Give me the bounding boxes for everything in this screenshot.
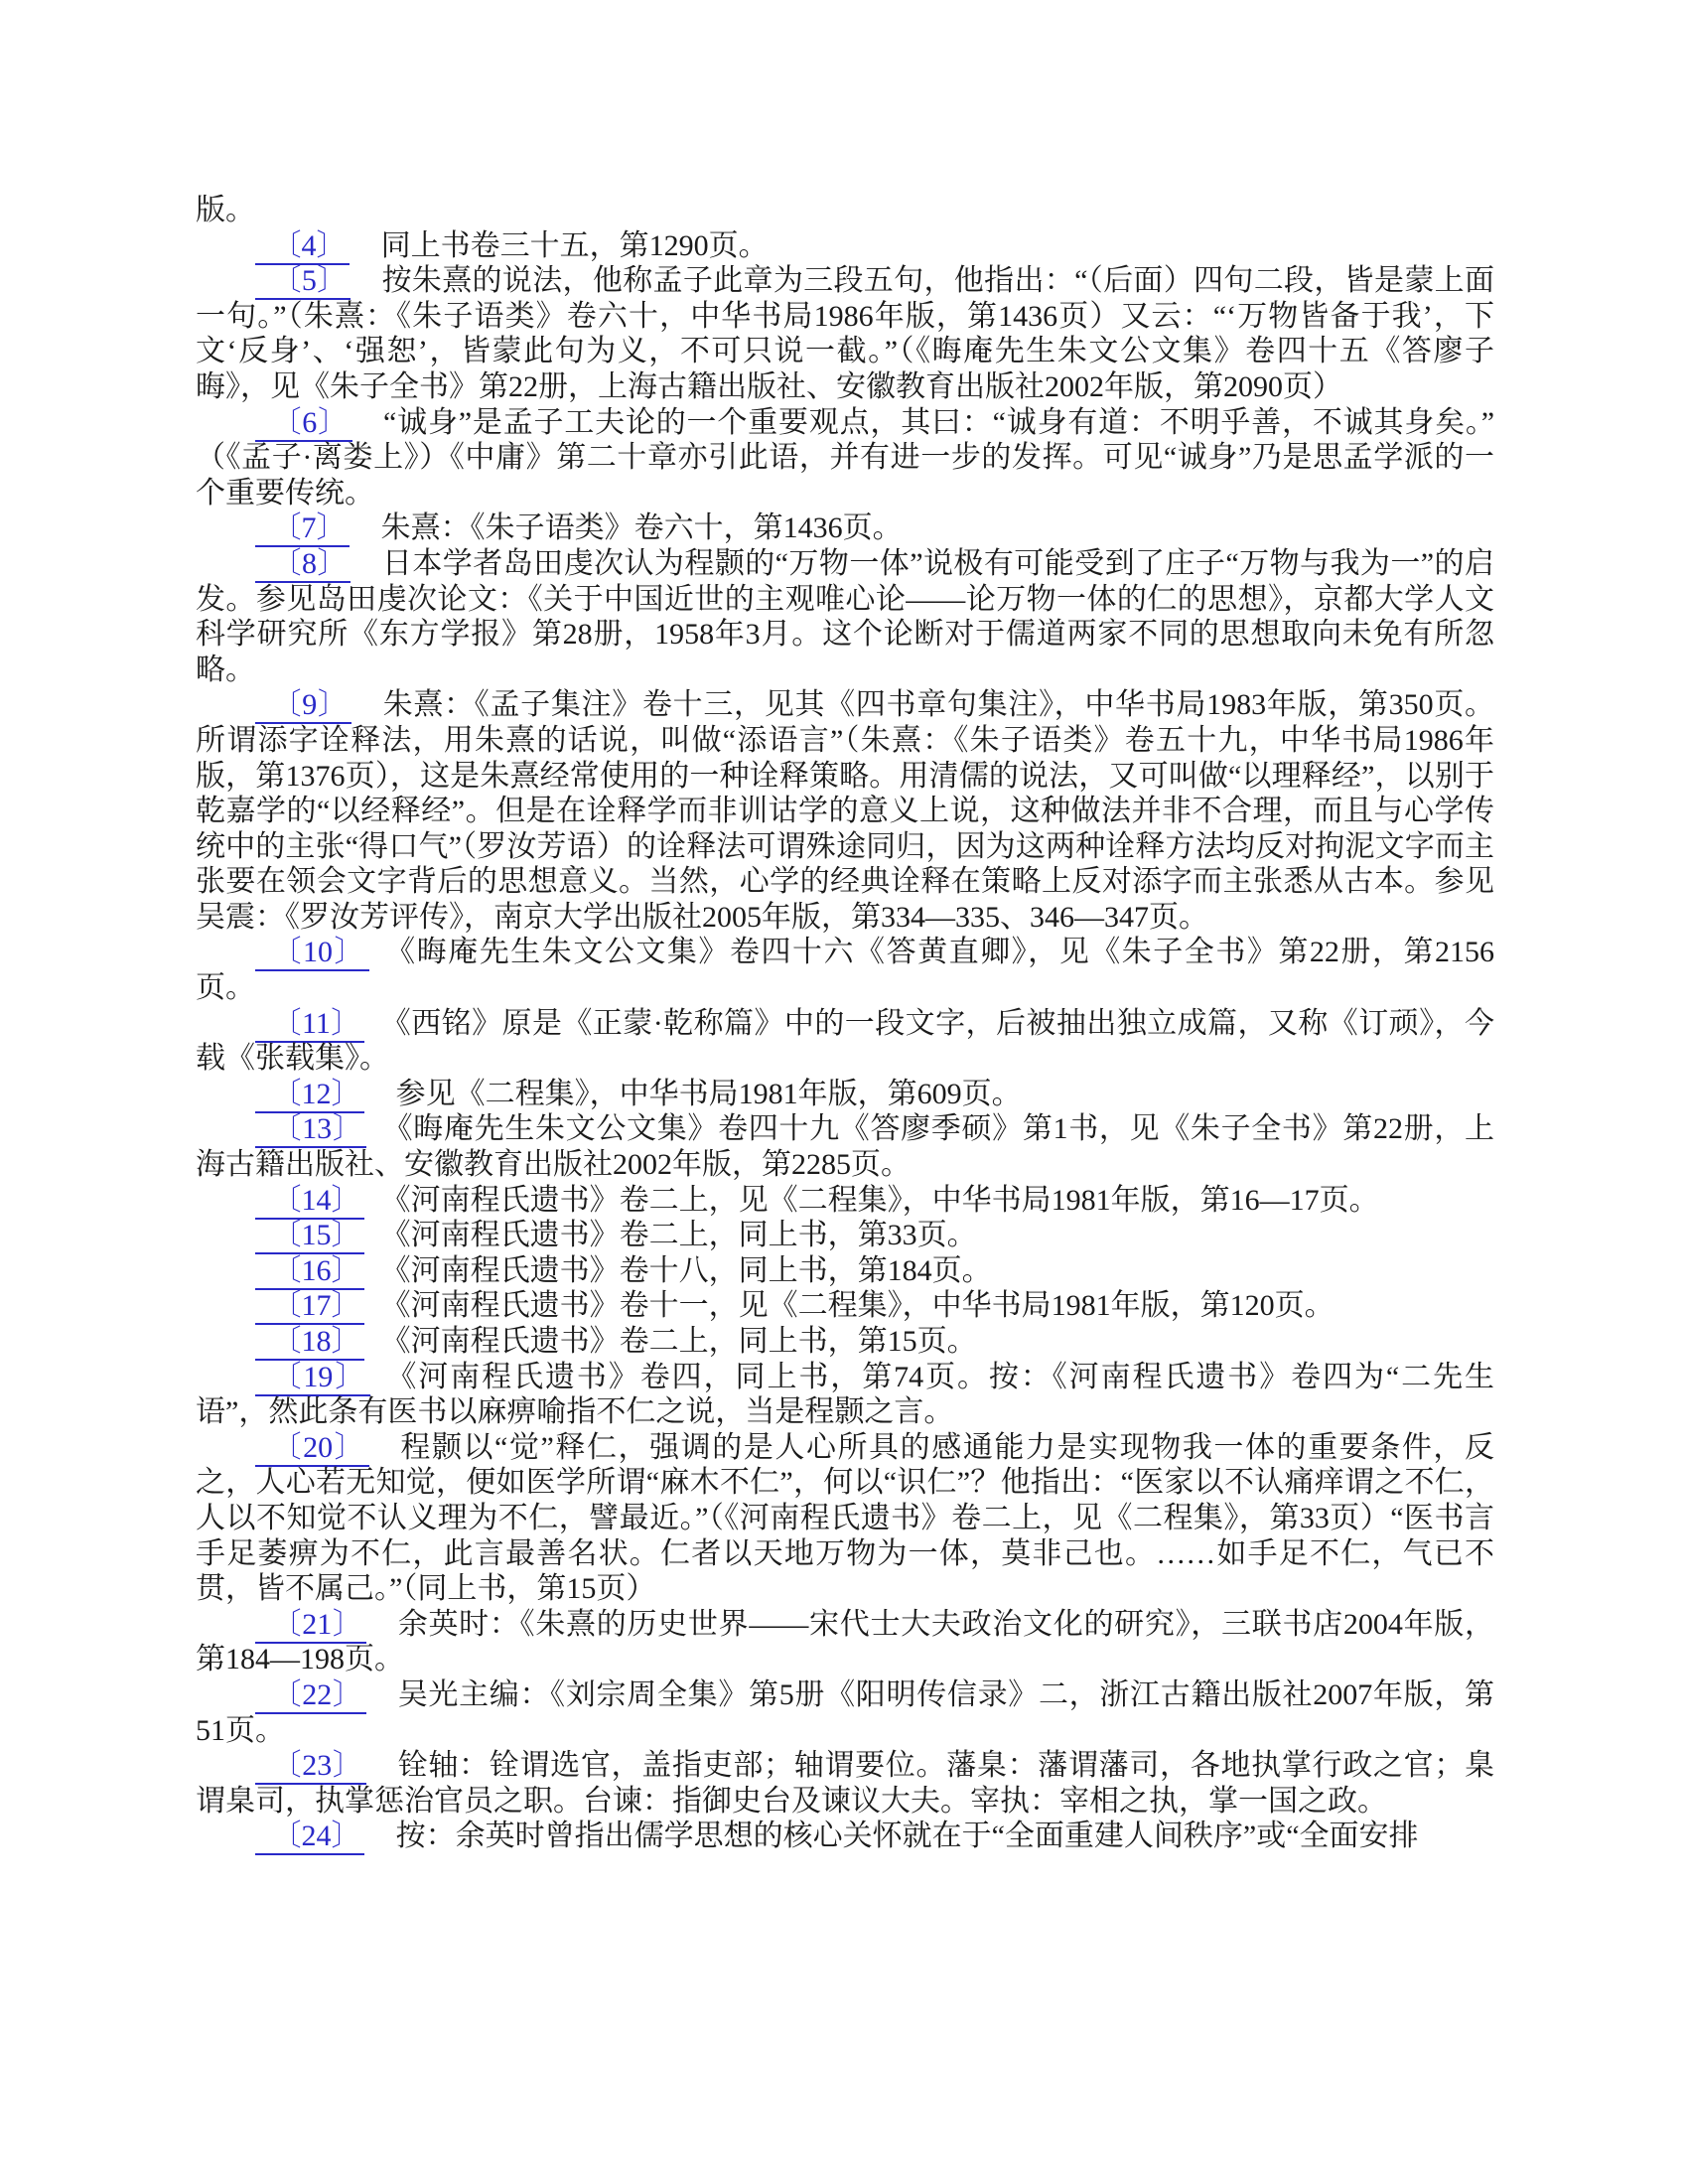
footnote-number-link[interactable]: 〔24〕 bbox=[255, 1820, 364, 1855]
footnote-paragraph bbox=[196, 687, 1494, 935]
footnote-paragraph bbox=[196, 1288, 1494, 1324]
footnote-number-link[interactable]: 〔12〕 bbox=[255, 1078, 364, 1113]
footnote-paragraph bbox=[196, 546, 1494, 687]
footnote-text: 铨轴：铨谓选官，盖指吏部；轴谓要位。藩臬：藩谓藩司，各地执掌行政之官；臬谓臬司，执掌惩治官员之职。台谏：指御史台及谏议大夫。宰执：宰相之执，掌一国之政。 bbox=[196, 1749, 1495, 1818]
footnote-text: 吴光主编：《刘宗周全集》第5册《阳明传信录》二，浙江古籍出版社2007年版，第51页。 bbox=[196, 1677, 1495, 1747]
footnote-text: 按朱熹的说法，他称孟子此章为三段五句，他指出：“（后面）四句二段，皆是蒙上面一句。”（朱熹：《朱子语类》卷六十，中华书局1986年版，第1436页）又云：“‘万物皆备于我’，下文‘反身’、‘强恕’，皆蒙此句为义，不可只说一截。”（《晦庵先生朱文公文集》卷四十五《答廖子晦》，见《朱子全书》第22册，上海古籍出版社、安徽教育出版社2002年版，第2090页） bbox=[196, 264, 1494, 403]
footnote-number-link[interactable]: 〔17〕 bbox=[255, 1289, 364, 1325]
footnote-number-link[interactable]: 〔6〕 bbox=[255, 406, 352, 442]
footnote-number-link[interactable]: 〔9〕 bbox=[255, 688, 351, 724]
footnote-paragraph bbox=[196, 1607, 1494, 1677]
footnote-number-link[interactable]: 〔10〕 bbox=[255, 936, 369, 971]
footnote-number-link[interactable]: 〔7〕 bbox=[255, 511, 350, 547]
footnote-paragraph bbox=[196, 228, 1494, 264]
footnote-text: 《河南程氏遗书》卷四，同上书，第74页。按：《河南程氏遗书》卷四为“二先生语”，然此条有医书以麻痹喻指不仁之说，当是程颢之言。 bbox=[196, 1360, 1494, 1429]
footnote-text: 余英时：《朱熹的历史世界——宋代士大夫政治文化的研究》，三联书店2004年版，第184—198页。 bbox=[196, 1607, 1495, 1676]
footnote-text: 同上书卷三十五，第1290页。 bbox=[380, 228, 769, 262]
footnote-paragraph bbox=[196, 1360, 1494, 1430]
footnote-number-link[interactable]: 〔22〕 bbox=[255, 1678, 366, 1714]
footnote-paragraph bbox=[196, 1111, 1494, 1182]
footnote-paragraph bbox=[196, 1324, 1494, 1360]
footnote-number-link[interactable]: 〔18〕 bbox=[255, 1325, 364, 1361]
footnote-paragraph bbox=[196, 1677, 1494, 1748]
footnote-text: 《河南程氏遗书》卷二上，同上书，第33页。 bbox=[395, 1219, 977, 1252]
footnote-paragraph bbox=[196, 1819, 1494, 1854]
footnote-text: 参见《二程集》，中华书局1981年版，第609页。 bbox=[395, 1077, 1022, 1110]
footnote-number-link[interactable]: 〔13〕 bbox=[255, 1112, 366, 1148]
footnote-text: 朱熹：《孟子集注》卷十三，见其《四书章句集注》，中华书局1983年版，第350页。所谓添字诠释法，用朱熹的话说，叫做“添语言”（朱熹：《朱子语类》卷五十九，中华书局1986年版，第1376页），这是朱熹经常使用的一种诠释策略。用清儒的说法，又可叫做“以理释经”，以别于乾嘉学的“以经释经”。但是在诠释学而非训诂学的意义上说，这种做法并非不合理，而且与心学传统中的主张“得口气”（罗汝芳语）的诠释法可谓殊途同归，因为这两种诠释方法均反对拘泥文字而主张要在领会文字背后的思想意义。当然，心学的经典诠释在策略上反对添字而主张悉从古本。参见吴震：《罗汝芳评传》，南京大学出版社2005年版，第334—335、346—347页。 bbox=[196, 688, 1495, 934]
footnote-text: 《河南程氏遗书》卷二上，见《二程集》，中华书局1981年版，第16—17页。 bbox=[395, 1183, 1379, 1217]
footnote-number-link[interactable]: 〔11〕 bbox=[255, 1007, 364, 1043]
footnote-number-link[interactable]: 〔19〕 bbox=[255, 1361, 370, 1396]
footnote-text: 日本学者岛田虔次认为程颢的“万物一体”说极有可能受到了庄子“万物与我为一”的启发。参见岛田虔次论文：《关于中国近世的主观唯心论——论万物一体的仁的思想》，京都大学人文科学研究所《东方学报》第28册，1958年3月。这个论断对于儒道两家不同的思想取向未免有所忽略。 bbox=[196, 546, 1494, 686]
footnote-paragraph bbox=[196, 510, 1494, 546]
footnote-paragraph bbox=[196, 935, 1494, 1005]
footnote-paragraph bbox=[196, 1218, 1494, 1253]
footnote-list bbox=[196, 193, 1494, 1854]
footnote-number-link[interactable]: 〔5〕 bbox=[255, 264, 351, 300]
footnote-text: 按：余英时曾指出儒学思想的核心关怀就在于“全面重建人间秩序”或“全面安排 bbox=[395, 1820, 1419, 1853]
footnote-paragraph bbox=[196, 1748, 1494, 1819]
footnote-text: 《晦庵先生朱文公文集》卷四十六《答黄直卿》，见《朱子全书》第22册，第2156页。 bbox=[196, 936, 1495, 1005]
footnote-paragraph bbox=[196, 405, 1494, 511]
footnote-paragraph bbox=[196, 263, 1494, 404]
footnote-paragraph bbox=[196, 1430, 1494, 1607]
footnote-paragraph bbox=[196, 1183, 1494, 1219]
footnote-text: 程颢以“觉”释仁，强调的是人心所具的感通能力是实现物我一体的重要条件，反之，人心若无知觉，便如医学所谓“麻木不仁”，何以“识仁”？他指出：“医家以不认痛痒谓之不仁，人以不知觉不认义理为不仁，譬最近。”（《河南程氏遗书》卷二上，见《二程集》，第33页）“医书言手足萎痹为不仁，此言最善名状。仁者以天地万物为一体，莫非己也。……如手足不仁，气已不贯，皆不属己。”（同上书，第15页） bbox=[196, 1430, 1494, 1606]
footnote-number-link[interactable]: 〔20〕 bbox=[255, 1431, 369, 1467]
footnote-number-link[interactable]: 〔8〕 bbox=[255, 547, 351, 583]
footnote-text: 《西铭》原是《正蒙·乾称篇》中的一段文字，后被抽出独立成篇，又称《订顽》，今载《张载集》。 bbox=[196, 1006, 1494, 1076]
page-leading-fragment: 版。 bbox=[196, 194, 255, 226]
footnote-text: 朱熹：《朱子语类》卷六十，第1436页。 bbox=[380, 511, 903, 545]
footnote-text: 《河南程氏遗书》卷二上，同上书，第15页。 bbox=[395, 1325, 977, 1358]
footnote-number-link[interactable]: 〔15〕 bbox=[255, 1219, 364, 1254]
footnote-paragraph bbox=[196, 1077, 1494, 1112]
footnote-text: “诚身”是孟子工夫论的一个重要观点，其曰：“诚身有道：不明乎善，不诚其身矣。”（《孟子·离娄上》）《中庸》第二十章亦引此语，并有进一步的发挥。可见“诚身”乃是思孟学派的一个重要传统。 bbox=[196, 405, 1495, 510]
footnote-text: 《晦庵先生朱文公文集》卷四十九《答廖季硕》第1书，见《朱子全书》第22册，上海古籍出版社、安徽教育出版社2002年版，第2285页。 bbox=[196, 1112, 1494, 1182]
footnote-number-link[interactable]: 〔16〕 bbox=[255, 1254, 364, 1290]
footnote-number-link[interactable]: 〔14〕 bbox=[255, 1184, 364, 1220]
footnote-text: 《河南程氏遗书》卷十八，同上书，第184页。 bbox=[395, 1253, 992, 1287]
footnote-number-link[interactable]: 〔23〕 bbox=[255, 1749, 366, 1785]
footnote-number-link[interactable]: 〔4〕 bbox=[255, 229, 350, 265]
footnote-text: 《河南程氏遗书》卷十一，见《二程集》，中华书局1981年版，第120页。 bbox=[395, 1289, 1335, 1323]
footnote-paragraph bbox=[196, 1253, 1494, 1289]
footnote-number-link[interactable]: 〔21〕 bbox=[255, 1608, 366, 1644]
footnote-paragraph bbox=[196, 1006, 1494, 1077]
